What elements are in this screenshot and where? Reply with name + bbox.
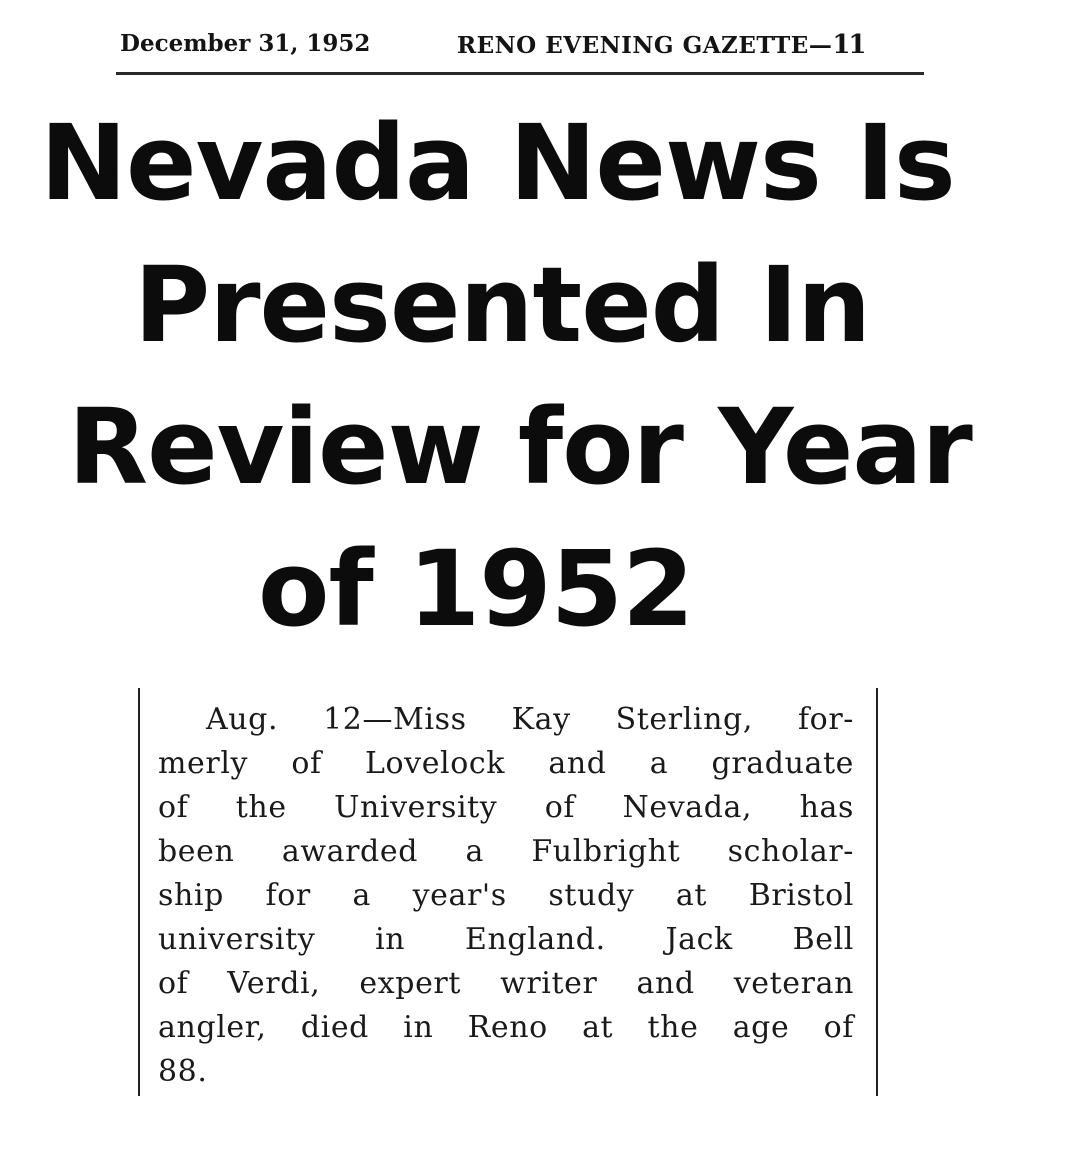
masthead xyxy=(116,28,924,75)
headline-line: of 1952 xyxy=(258,528,694,650)
page-number: 11 xyxy=(832,30,865,60)
issue-date: December 31, 1952 xyxy=(120,30,371,57)
article-column xyxy=(138,688,878,1096)
article-line: been awarded a Fulbright scholar- xyxy=(158,834,854,869)
article-line: ship for a year's study at Bristol xyxy=(158,878,854,913)
headline xyxy=(0,92,1065,660)
article-line: university in England. Jack Bell xyxy=(158,922,854,957)
article-line: angler, died in Reno at the age of xyxy=(158,1010,854,1045)
article-line: merly of Lovelock and a graduate xyxy=(158,746,854,781)
headline-line: Nevada News Is xyxy=(40,102,955,224)
article-line: of Verdi, expert writer and veteran xyxy=(158,966,854,1001)
article-line: of the University of Nevada, has xyxy=(158,790,854,825)
article-line: 88. xyxy=(158,1054,208,1089)
headline-line: Presented In xyxy=(134,244,871,366)
article-body xyxy=(158,698,854,1094)
article-line: Aug. 12—Miss Kay Sterling, for- xyxy=(206,702,854,737)
headline-line: Review for Year xyxy=(68,386,972,508)
newspaper-title: RENO EVENING GAZETTE— xyxy=(457,32,833,59)
newspaper-name xyxy=(457,30,865,60)
